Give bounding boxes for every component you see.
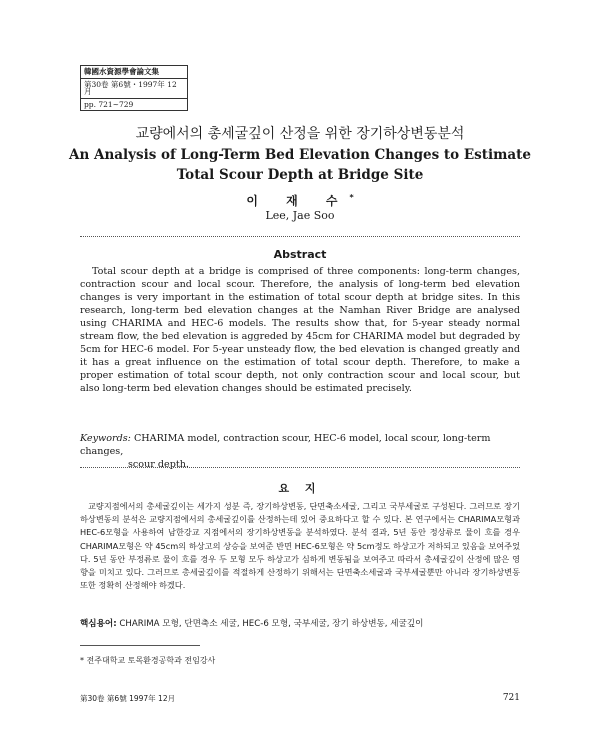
abstract-text: Total scour depth at a bridge is comprised of three components: long-term changes, contraction scour and local scour. Therefore, the analysis of long-term bed elevation changes is very important in the estimation of total scour depth at bridge sites. In this research, long-term bed elevation changes at the Namhan River Bridge are analysed using CHARIMA and HEC-6 models. The results show that, for 5-year steady normal stream flow, the bed elevation is aggreded by 45cm for CHARIMA model but degraded by 5cm for HEC-6 model. For 5-year unsteady flow, the bed elevation is changed greatly and it has a great influence on the estimation of total scour depth. Therefore, to make a proper estimation of total scour depth, not only contraction scour and local scour, but also long-term bed elevation changes should be estimated precisely. xyxy=(80,266,520,394)
journal-pages: pp. 721~729 xyxy=(84,99,134,109)
author-name-korean xyxy=(0,192,600,209)
author-name-ko-text: 이 재 수 xyxy=(246,194,350,208)
korean-abstract-text: 교량지점에서의 총세굴깊이는 세가지 성분 즉, 장기하상변동, 단면축소세굴, 그리고 국부세굴로 구성된다. 그러므로 장기하상변동의 분석은 교량지점에서의 총세굴깊이를 산정하는데 있어 중요하다고 할 수 있다. 본 연구에서는 CHARIMA모형과 HEC-6모형을 사용하여 남한강교 지점에서의 장기하상변동을 분석하였다. 분석 결과, 5년 동안 정상류로 물이 흐를 경우 CHARIMA모형은 약 45cm의 하상고의 상승을 보여준 반면 HEC-6모형은 약 5cm정도 하상고가 저하되고 있음을 보여주었다. 5년 동안 부정류로 물이 흐를 경우 두 모형 모두 하상고가 심하게 변동됨을 보여주고 따라서 총세굴깊이 산정에 많은 영향을 미치고 있다. 그러므로 총세굴깊이를 적절하게 산정하기 위해서는 단면축소세굴과 국부세굴뿐만 아니라 장기하상변동 또한 정확히 산정해야 하겠다. xyxy=(80,501,520,591)
footer-issue: 第30卷 第6號 1997年 12月 xyxy=(80,694,176,703)
keywords-label: Keywords: xyxy=(80,433,131,444)
divider-middle xyxy=(80,467,520,468)
keywords-line-2: scour depth. xyxy=(128,459,189,470)
divider-top xyxy=(80,236,520,237)
author-name-english: Lee, Jae Soo xyxy=(265,209,335,222)
korean-keywords-block xyxy=(80,617,520,629)
title-english: An Analysis of Long-Term Bed Elevation Changes to Estimate Total Scour Depth at Bridge Site xyxy=(69,147,531,183)
korean-abstract-heading: 요 지 xyxy=(278,482,322,495)
keywords-block xyxy=(80,432,520,471)
journal-name: 韓國水資源學會論文集 xyxy=(81,66,187,79)
keywords-line-1: CHARIMA model, contraction scour, HEC-6 model, local scour, long-term changes, xyxy=(80,433,491,457)
title-korean: 교량에서의 총세굴깊이 산정을 위한 장기하상변동분석 xyxy=(135,126,465,142)
author-affiliation-footnote: * 전주대학교 토목환경공학과 전임강사 xyxy=(80,656,216,665)
korean-keywords-label: 핵심용어: xyxy=(80,619,117,629)
journal-issue: 第30卷 第6號・1997年 12月 xyxy=(81,79,187,99)
page-number: 721 xyxy=(502,693,520,703)
journal-info-box xyxy=(80,65,188,111)
author-footnote-marker: * xyxy=(349,193,354,202)
footnote-divider xyxy=(80,645,200,646)
korean-keywords-text: CHARIMA 모형, 단면축소 세굴, HEC-6 모형, 국부세굴, 장기 하상변동, 세굴깊이 xyxy=(119,619,424,629)
abstract-heading: Abstract xyxy=(273,248,327,261)
